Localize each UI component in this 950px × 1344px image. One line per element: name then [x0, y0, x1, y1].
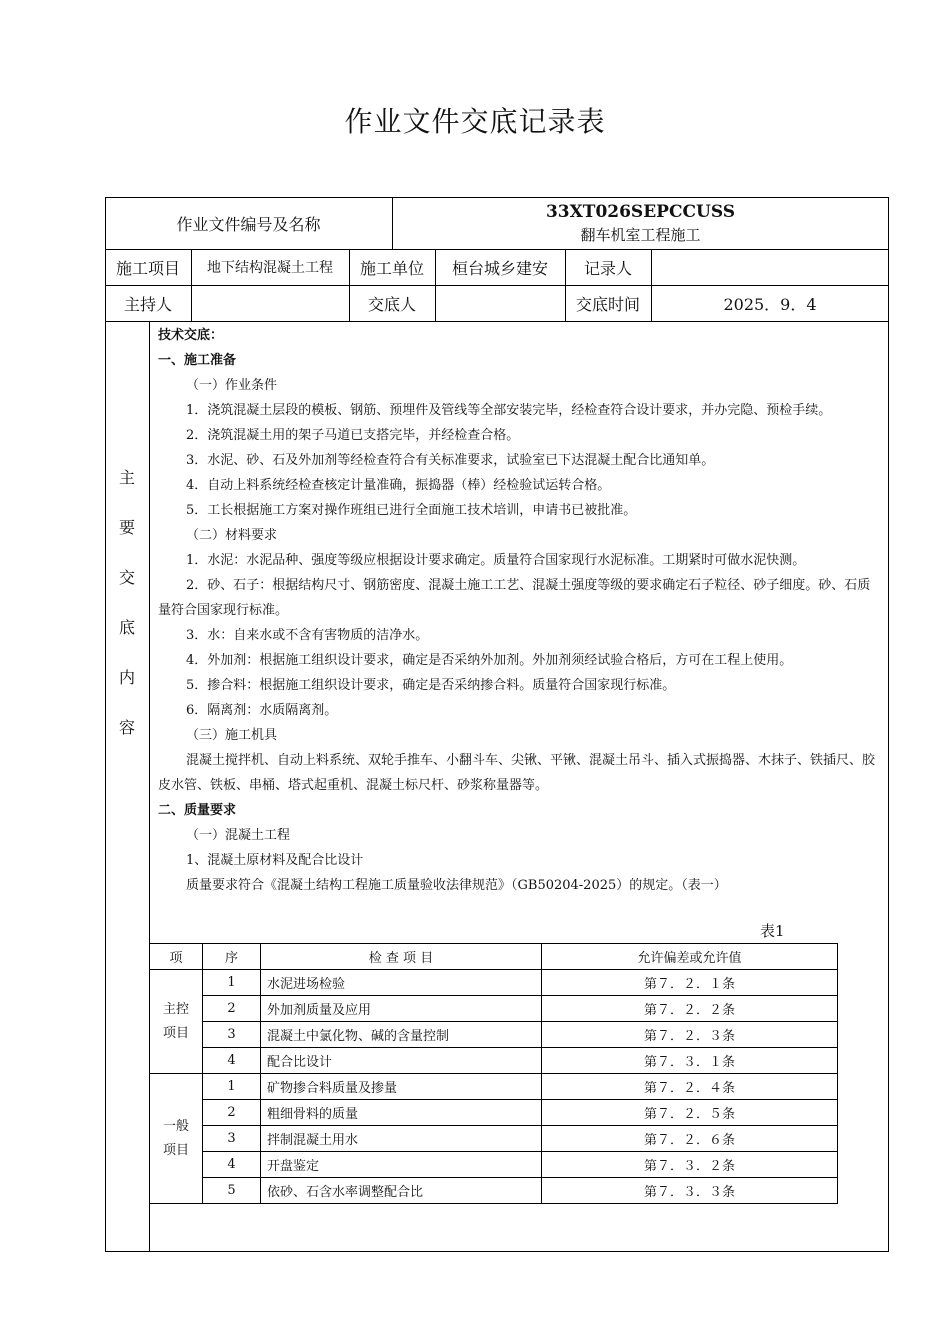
table-header: 允许偏差或允许值: [542, 944, 838, 970]
doc-code: 33XT026SEPCCUSS: [545, 201, 736, 222]
paragraph: 4．自动上料系统经检查核定计量准确，振捣器（棒）经检验试运转合格。: [186, 478, 611, 493]
section-heading: 技术交底：: [158, 328, 224, 343]
row-item: 矿物掺合料质量及掺量: [261, 1074, 542, 1100]
row-clause: 第７．２．３条: [542, 1022, 838, 1048]
inspection-table: [149, 943, 838, 1204]
table-header: 检 查 项 目: [261, 944, 542, 970]
doc-code-label: 作业文件编号及名称: [176, 214, 321, 234]
row-clause: 第７．２．２条: [542, 996, 838, 1022]
side-char: 主: [118, 468, 135, 487]
row-number: 3: [203, 1126, 261, 1152]
side-char: 交: [118, 568, 135, 587]
subsection-heading: （三）施工机具: [186, 728, 278, 743]
group-label: [150, 1074, 203, 1204]
main-content-label: [105, 460, 149, 760]
table-row: [150, 1048, 838, 1074]
paragraph: 2．砂、石子：根据结构尺寸、钢筋密度、混凝土施工工艺、混凝土强度等级的要求确定石子粒径、砂子细度。砂、石质量符合国家现行标准。: [158, 578, 871, 618]
row-divider: [105, 321, 889, 322]
paragraph: 1、混凝土原材料及配合比设计: [186, 853, 364, 868]
paragraph: 4．外加剂：根据施工组织设计要求，确定是否采纳外加剂。外加剂须经试验合格后，方可在工程上使用。: [186, 653, 793, 668]
subsection-heading: （一）混凝土工程: [186, 828, 291, 843]
row-item: 开盘鉴定: [261, 1152, 542, 1178]
table-row: [150, 970, 838, 996]
table-row: [150, 1022, 838, 1048]
project-label: 施工项目: [115, 258, 180, 278]
project-value: 地下结构混凝土工程: [207, 260, 333, 276]
table-row: [150, 996, 838, 1022]
row-item: 外加剂质量及应用: [261, 996, 542, 1022]
doc-name: 翻车机室工程施工: [580, 225, 701, 244]
paragraph: 质量要求符合《混凝土结构工程施工质量验收法律规范》（GB50204-2025）的规定。（表一）: [186, 878, 727, 893]
group-label-text: 主控项目: [162, 1001, 189, 1041]
recorder-label: 记录人: [583, 258, 632, 278]
document-title: 作业文件交底记录表: [344, 105, 606, 138]
unit-value: 桓台城乡建安: [451, 258, 548, 278]
side-char: 要: [118, 518, 135, 537]
paragraph: 2．浇筑混凝土用的架子马道已支搭完毕，并经检查合格。: [186, 428, 520, 443]
row-number: 4: [203, 1048, 261, 1074]
table-caption: 表1: [760, 922, 785, 940]
unit-label: 施工单位: [359, 258, 424, 278]
row-item: 依砂、石含水率调整配合比: [261, 1178, 542, 1204]
table-row: [150, 1100, 838, 1126]
row-item: 配合比设计: [261, 1048, 542, 1074]
paragraph: 1．水泥：水泥品种、强度等级应根据设计要求确定。质量符合国家现行水泥标准。工期紧时可做水泥快测。: [186, 553, 806, 568]
time-label: 交底时间: [575, 294, 640, 314]
row-clause: 第７．２．４条: [542, 1074, 838, 1100]
recorder-value: [651, 249, 889, 285]
table-header: 项: [150, 944, 203, 970]
side-char: 容: [118, 718, 135, 737]
briefing-content: [158, 323, 882, 898]
row-number: 3: [203, 1022, 261, 1048]
paragraph: 5．掺合料：根据施工组织设计要求，确定是否采纳掺合料。质量符合国家现行标准。: [186, 678, 676, 693]
row-clause: 第７．２．５条: [542, 1100, 838, 1126]
time-value: 2025．9．4: [723, 294, 817, 314]
row-clause: 第７．２．６条: [542, 1126, 838, 1152]
row-number: 5: [203, 1178, 261, 1204]
row-number: 2: [203, 996, 261, 1022]
group-label: [150, 970, 203, 1074]
host-label: 主持人: [123, 294, 172, 314]
row-clause: 第７．３．２条: [542, 1152, 838, 1178]
host-value: [191, 285, 349, 321]
row-clause: 第７．３．１条: [542, 1048, 838, 1074]
row-number: 4: [203, 1152, 261, 1178]
group-label-text: 一般项目: [162, 1118, 189, 1158]
side-char: 底: [118, 618, 135, 637]
row-clause: 第７．３．３条: [542, 1178, 838, 1204]
section-heading: 一、施工准备: [158, 353, 237, 368]
row-item: 水泥进场检验: [261, 970, 542, 996]
paragraph: 3．水泥、砂、石及外加剂等经检查符合有关标准要求，试验室已下达混凝土配合比通知单。: [186, 453, 715, 468]
subsection-heading: （二）材料要求: [186, 528, 278, 543]
presenter-value: [435, 285, 565, 321]
row-number: 2: [203, 1100, 261, 1126]
row-number: 1: [203, 970, 261, 996]
row-number: 1: [203, 1074, 261, 1100]
table-header-row: [150, 944, 838, 970]
row-item: 混凝土中氯化物、碱的含量控制: [261, 1022, 542, 1048]
presenter-label: 交底人: [367, 294, 416, 314]
paragraph: 6．隔离剂：水质隔离剂。: [186, 703, 338, 718]
row-clause: 第７．２．１条: [542, 970, 838, 996]
side-char: 内: [118, 668, 135, 687]
paragraph: 3．水：自来水或不含有害物质的洁净水。: [186, 628, 429, 643]
table-row: [150, 1074, 838, 1100]
table-row: [150, 1126, 838, 1152]
paragraph: 1．浇筑混凝土层段的模板、钢筋、预埋件及管线等全部安装完毕，经检查符合设计要求，并办完隐、预检手续。: [186, 403, 832, 418]
table-row: [150, 1152, 838, 1178]
paragraph: 混凝土搅拌机、自动上料系统、双轮手推车、小翻斗车、尖锹、平锹、混凝土吊斗、插入式振捣器、木抹子、铁插尺、胶皮水管、铁板、串桶、塔式起重机、混凝土标尺杆、砂浆称量器等。: [158, 753, 876, 793]
row-item: 拌制混凝土用水: [261, 1126, 542, 1152]
table-header: 序: [203, 944, 261, 970]
table-row: [150, 1178, 838, 1204]
paragraph: 5．工长根据施工方案对操作班组已进行全面施工技术培训，申请书已被批准。: [186, 503, 637, 518]
subsection-heading: （一）作业条件: [186, 378, 278, 393]
row-item: 粗细骨料的质量: [261, 1100, 542, 1126]
doc-code-block: [392, 197, 889, 249]
section-heading: 二、质量要求: [158, 803, 237, 818]
